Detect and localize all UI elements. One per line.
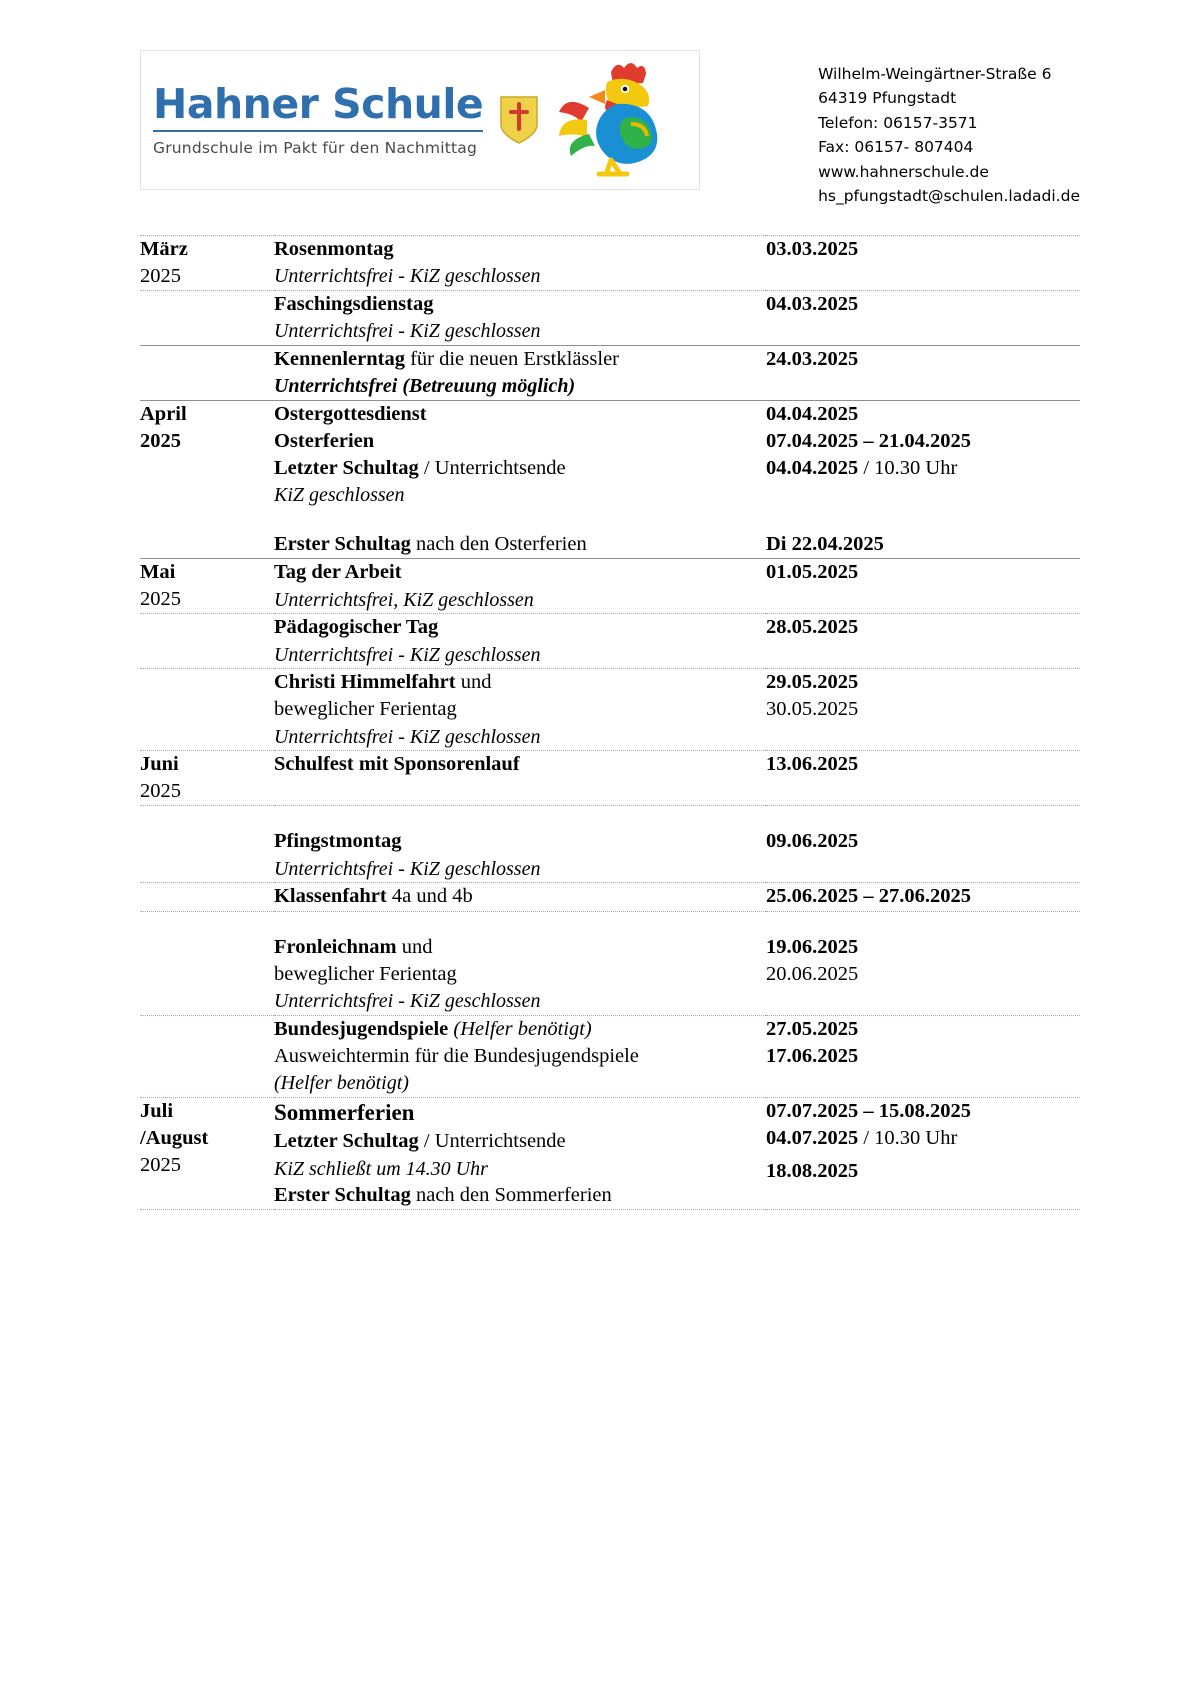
event-title: Kennenlerntag [273, 347, 405, 370]
logo-text-block [153, 80, 484, 157]
event-cell [274, 669, 766, 751]
event-date: 13.06.2025 [765, 753, 859, 776]
event-note: Unterrichtsfrei - KiZ geschlossen [273, 643, 541, 666]
event-title-3-rest: / Unterrichtsende [418, 457, 566, 480]
event-cell [274, 614, 766, 668]
event-title-rest: und [455, 671, 492, 694]
event-note: KiZ geschlossen [273, 484, 405, 507]
event-cell [274, 559, 766, 614]
event-title-2: beweglicher Ferientag [273, 698, 457, 721]
event-date: 04.04.2025 [765, 402, 859, 425]
month-name-2: /August [140, 1126, 209, 1149]
month-cell-july [140, 1098, 274, 1210]
date-cell [766, 236, 1080, 291]
month-cell-empty [140, 883, 274, 911]
rooster-mascot-icon [549, 56, 681, 185]
table-row [140, 883, 1080, 911]
event-date: 09.06.2025 [765, 830, 859, 853]
event-date-2: 04.07.2025 [765, 1126, 859, 1149]
event-title-note: (Helfer benötigt) [448, 1017, 592, 1040]
event-cell [274, 531, 766, 559]
event-cell [274, 401, 766, 509]
month-cell-april [140, 401, 274, 509]
month-name: April [140, 402, 187, 425]
month-cell-empty [140, 1016, 274, 1098]
event-date-3: 04.04.2025 [765, 457, 859, 480]
event-title: Sommerferien [273, 1099, 415, 1125]
logo-divider [153, 130, 483, 132]
event-title: Ostergottesdienst [273, 402, 427, 425]
event-note: KiZ schließt um 14.30 Uhr [273, 1157, 488, 1180]
event-cell [274, 291, 766, 345]
table-row [140, 401, 1080, 509]
month-cell-empty [140, 346, 274, 400]
date-cell [766, 401, 1080, 509]
contact-phone: Telefon: 06157-3571 [818, 113, 978, 132]
event-date: 24.03.2025 [765, 347, 859, 370]
month-name: Juli [140, 1099, 174, 1122]
table-row [140, 291, 1080, 345]
date-cell [766, 531, 1080, 559]
logo-subtitle: Grundschule im Pakt für den Nachmittag [153, 138, 477, 157]
event-date-2: 07.04.2025 – 21.04.2025 [765, 429, 971, 452]
event-date-2: 30.05.2025 [765, 698, 859, 721]
month-year: 2025 [140, 1153, 181, 1176]
event-cell [274, 1098, 766, 1210]
event-cell [274, 236, 766, 291]
event-date-2-rest: / 10.30 Uhr [858, 1126, 958, 1149]
month-cell-june [140, 751, 274, 806]
event-note: Unterrichtsfrei - KiZ geschlossen [273, 265, 541, 288]
event-cell [274, 751, 766, 806]
event-note: Unterrichtsfrei (Betreuung möglich) [273, 375, 576, 398]
table-row [140, 559, 1080, 614]
event-note: Unterrichtsfrei - KiZ geschlossen [273, 990, 541, 1012]
event-title-rest: nach den Osterferien [410, 533, 587, 556]
event-date-3-rest: / 10.30 Uhr [858, 457, 958, 480]
contact-email[interactable]: hs_pfungstadt@schulen.ladadi.de [818, 187, 1080, 206]
table-row [140, 751, 1080, 806]
table-row [140, 669, 1080, 751]
event-title-2-rest: / Unterrichtsende [418, 1130, 566, 1153]
event-title-rest: und [396, 935, 433, 958]
date-cell [766, 883, 1080, 911]
contact-street: Wilhelm-Weingärtner-Straße 6 [818, 65, 1052, 83]
table-row [140, 236, 1080, 291]
event-title-3-rest: nach den Sommerferien [410, 1184, 612, 1207]
event-note: (Helfer benötigt) [273, 1072, 409, 1095]
table-row [140, 346, 1080, 400]
event-cell [274, 1016, 766, 1098]
date-cell [766, 828, 1080, 882]
table-row [140, 531, 1080, 559]
event-title: Pädagogischer Tag [273, 616, 439, 639]
month-year: 2025 [140, 780, 181, 803]
event-date: 07.07.2025 – 15.08.2025 [765, 1099, 971, 1122]
month-cell-empty [140, 531, 274, 559]
month-year: 2025 [140, 429, 181, 452]
event-cell [274, 346, 766, 400]
event-title: Schulfest mit Sponsorenlauf [273, 753, 520, 776]
contact-website[interactable]: www.hahnerschule.de [818, 162, 989, 181]
shield-crest-icon [499, 95, 539, 145]
table-row [140, 934, 1080, 1016]
event-title-2: Osterferien [273, 429, 375, 452]
event-note: Unterrichtsfrei - KiZ geschlossen [273, 725, 541, 748]
table-row [140, 1098, 1080, 1210]
event-title-2: Letzter Schultag [273, 1130, 419, 1153]
date-cell [766, 1098, 1080, 1210]
event-title-2: Ausweichtermin für die Bundesjugendspiele [273, 1044, 639, 1067]
table-row [140, 1016, 1080, 1098]
event-title: Erster Schultag [273, 533, 411, 556]
event-date: 25.06.2025 – 27.06.2025 [765, 885, 971, 908]
date-cell [766, 751, 1080, 806]
contact-fax: Fax: 06157- 807404 [818, 138, 974, 157]
date-cell [766, 346, 1080, 400]
event-date: 28.05.2025 [765, 616, 859, 639]
month-year: 2025 [140, 264, 181, 287]
event-date-3: 18.08.2025 [765, 1160, 859, 1183]
event-title: Faschingsdienstag [273, 293, 434, 315]
event-title-3: Letzter Schultag [273, 457, 419, 480]
event-title-3: Erster Schultag [273, 1184, 411, 1207]
month-name: Mai [140, 561, 176, 584]
month-cell-empty [140, 291, 274, 345]
month-cell-empty [140, 934, 274, 1016]
month-cell-empty [140, 669, 274, 751]
month-cell-may [140, 559, 274, 614]
calendar-table [140, 235, 1080, 1228]
event-title: Klassenfahrt [273, 885, 387, 908]
table-row [140, 828, 1080, 882]
date-cell [766, 291, 1080, 345]
event-title: Bundesjugendspiele [273, 1017, 449, 1040]
school-logo [140, 50, 700, 190]
event-title-2: beweglicher Ferientag [273, 962, 457, 985]
document-header [140, 50, 1080, 209]
event-title: Fronleichnam [273, 935, 397, 958]
event-cell [274, 934, 766, 1016]
event-cell [274, 883, 766, 911]
date-cell [766, 1016, 1080, 1098]
school-contact-block [818, 50, 1080, 209]
event-date: 27.05.2025 [765, 1017, 859, 1040]
event-date: 04.03.2025 [765, 293, 859, 315]
event-date: 19.06.2025 [765, 935, 859, 958]
logo-title: Hahner Schule [153, 80, 484, 129]
event-title: Christi Himmelfahrt [273, 671, 456, 694]
month-name: Juni [140, 753, 179, 776]
event-title-rest: für die neuen Erstklässler [404, 347, 619, 370]
date-cell [766, 559, 1080, 614]
date-cell [766, 669, 1080, 751]
event-title-rest: 4a und 4b [386, 885, 473, 908]
contact-city: 64319 Pfungstadt [818, 89, 957, 108]
event-note: Unterrichtsfrei, KiZ geschlossen [273, 588, 534, 611]
event-title: Rosenmontag [273, 237, 394, 260]
month-cell-march [140, 236, 274, 291]
event-cell [274, 828, 766, 882]
event-date-2: 20.06.2025 [765, 962, 859, 985]
event-date: 01.05.2025 [765, 561, 859, 584]
event-note: Unterrichtsfrei - KiZ geschlossen [273, 857, 541, 880]
month-name: März [140, 237, 188, 260]
event-date: Di 22.04.2025 [765, 533, 884, 556]
event-note: Unterrichtsfrei - KiZ geschlossen [273, 320, 541, 343]
table-row [140, 614, 1080, 668]
event-date: 29.05.2025 [765, 671, 859, 694]
month-year: 2025 [140, 588, 181, 611]
month-cell-empty [140, 614, 274, 668]
event-date: 03.03.2025 [765, 237, 859, 260]
event-title: Pfingstmontag [273, 830, 402, 853]
date-cell [766, 934, 1080, 1016]
event-date-2: 17.06.2025 [765, 1044, 859, 1067]
date-cell [766, 614, 1080, 668]
event-title: Tag der Arbeit [273, 561, 402, 584]
month-cell-empty [140, 828, 274, 882]
